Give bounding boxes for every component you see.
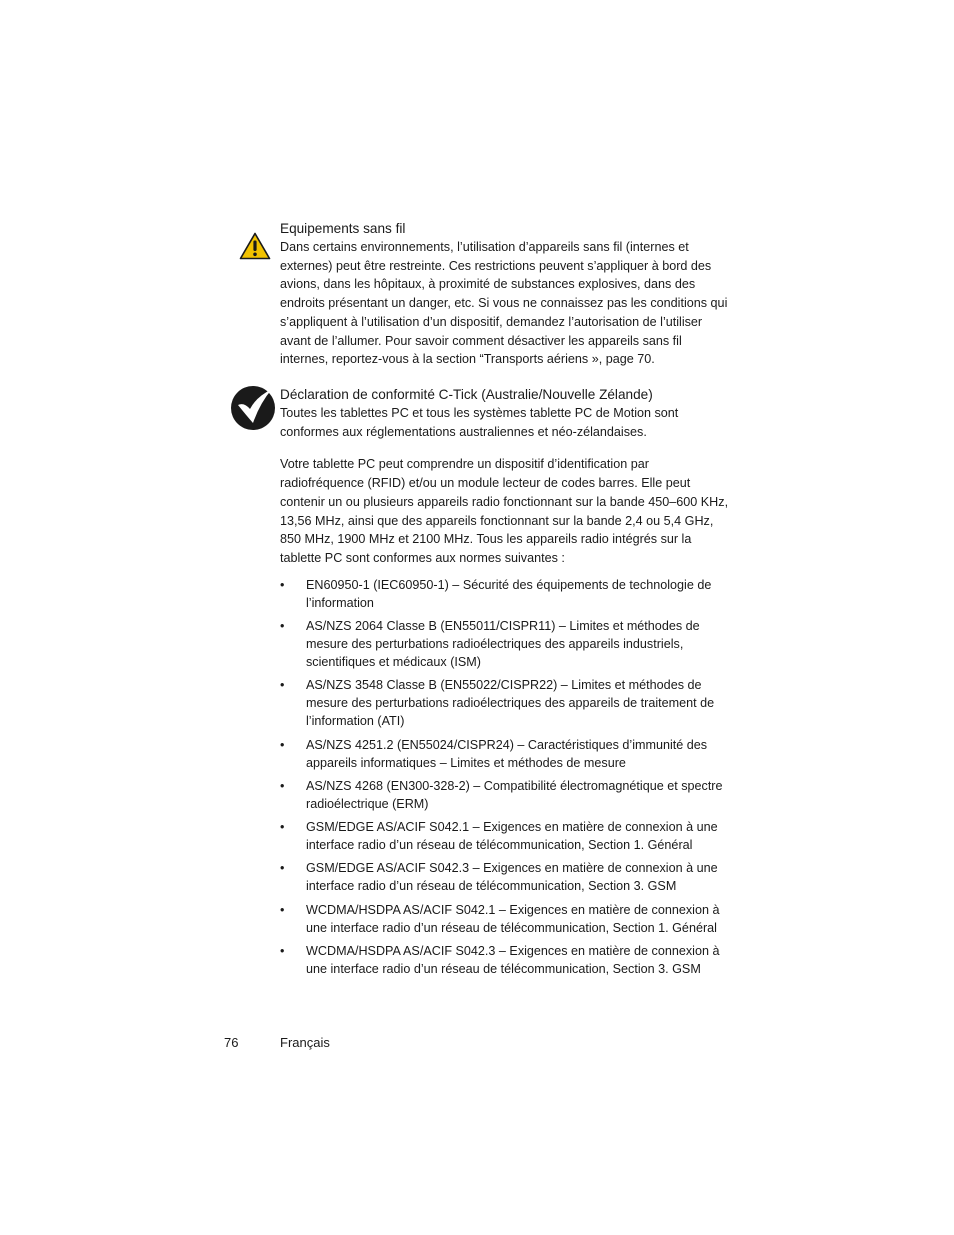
list-item (280, 736, 730, 772)
bullet: • (280, 902, 285, 917)
bullet: • (280, 618, 285, 633)
ctick-paragraph-1: Toutes les tablettes PC et tous les systèmes tablette PC de Motion sont conformes aux réglementations australiennes et néo-zélandaises. (280, 406, 679, 439)
bullet: • (280, 577, 285, 592)
list-item-text: AS/NZS 3548 Classe B (EN55022/CISPR22) – Limites et méthodes de mesure des perturbations radioélectriques des appareils de traitement de l’information (ATI) (306, 678, 715, 729)
footer-language: Français (280, 1035, 330, 1050)
ctick-paragraph-2: Votre tablette PC peut comprendre un dispositif d’identification par radiofréquence (RFID) et/ou un module lecteur de codes barres. Elle peut contenir un ou plusieurs appareils radio fonctionnant sur la bande 450–600 KHz, 13,56 MHz, ainsi que des appareils fonctionnant sur la bande 2,4 ou 5,4 GHz, 850 MHz, 1900 MHz et 2100 MHz. Tous les appareils radio intégrés sur la tablette PC sont conformes aux normes suivantes : (280, 457, 729, 565)
bullet: • (280, 820, 285, 835)
bullet: • (280, 737, 285, 752)
bullet: • (280, 861, 285, 876)
list-item (280, 676, 730, 730)
wireless-body: Dans certains environnements, l’utilisation d’appareils sans fil (internes et externes) peut être restreinte. Ces restrictions peuvent s’appliquer à bord des avions, dans les hôpitaux, à proximité de substances explosives, dans des endroits présentant un danger, etc. Si vous ne connaissez pas les conditions qui s’appliquent à l’utilisation d’un dispositif, demandez l’autorisation de l’utiliser avant de l’allumer. Pour savoir comment désactiver les appareils sans fil internes, reportez-vous à la section “Transports aériens », page 70. (280, 240, 728, 367)
standards-list (280, 576, 730, 978)
bullet: • (280, 778, 285, 793)
wireless-heading: Equipements sans fil (280, 221, 406, 236)
list-item-text: WCDMA/HSDPA AS/ACIF S042.3 – Exigences en matière de connexion à une interface radio d’un réseau de télécommunication, Section 3. GSM (306, 944, 720, 976)
paragraph-spacer (280, 441, 730, 455)
ctick-section (280, 386, 730, 983)
c-tick-mark-icon (230, 385, 276, 431)
list-item-text: WCDMA/HSDPA AS/ACIF S042.1 – Exigences en matière de connexion à une interface radio d’un réseau de télécommunication, Section 1. Général (306, 902, 720, 935)
list-item-text: GSM/EDGE AS/ACIF S042.1 – Exigences en matière de connexion à une interface radio d’un réseau de télécommunication, Section 1. Général (306, 820, 718, 853)
list-item (280, 942, 730, 978)
wireless-section (280, 220, 730, 369)
list-item (280, 859, 730, 895)
list-item (280, 818, 730, 854)
list-item-text: EN60950-1 (IEC60950-1) – Sécurité des équipements de technologie de l’information (306, 577, 712, 610)
list-item-text: AS/NZS 2064 Classe B (EN55011/CISPR11) – Limites et méthodes de mesure des perturbations radioélectriques des appareils industriels, scientifiques et médicaux (ISM) (306, 618, 700, 669)
list-item (280, 777, 730, 813)
list-item-text: AS/NZS 4268 (EN300-328-2) – Compatibilité électromagnétique et spectre radioélectrique (ERM) (306, 778, 723, 811)
list-item (280, 576, 730, 612)
list-item-text: AS/NZS 4251.2 (EN55024/CISPR24) – Caractéristiques d’immunité des appareils informatiques – Limites et méthodes de mesure (306, 737, 708, 770)
page-number: 76 (224, 1035, 239, 1050)
bullet: • (280, 944, 285, 958)
warning-icon (239, 232, 271, 260)
ctick-heading: Déclaration de conformité C-Tick (Australie/Nouvelle Zélande) (280, 387, 653, 402)
list-item (280, 617, 730, 671)
list-item-text: GSM/EDGE AS/ACIF S042.3 – Exigences en matière de connexion à une interface radio d’un réseau de télécommunication, Section 3. GSM (306, 861, 718, 894)
list-item (280, 901, 730, 937)
bullet: • (280, 678, 285, 693)
